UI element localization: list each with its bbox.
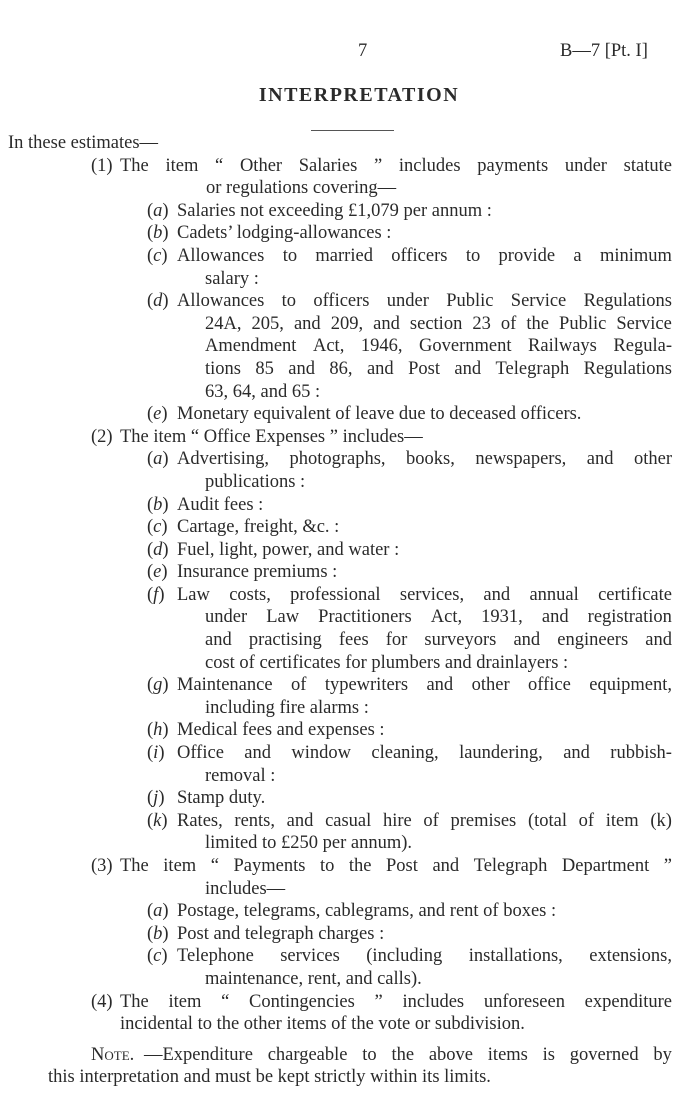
line-text: cost of certificates for plumbers and drainlayers : bbox=[205, 652, 569, 673]
line-text: and practising fees for surveyors and engineers and bbox=[205, 630, 672, 651]
item-marker: (a) bbox=[147, 901, 169, 922]
interpretation-body bbox=[0, 132, 700, 1089]
text-line-s2b bbox=[0, 494, 700, 517]
text-line-s1d2 bbox=[0, 313, 700, 336]
text-line-s3b bbox=[0, 923, 700, 946]
item-marker: (4) bbox=[91, 991, 113, 1012]
line-text: limited to £250 per annum). bbox=[205, 833, 413, 854]
text-line-s2g2 bbox=[0, 697, 700, 720]
note-line-1 bbox=[0, 1044, 700, 1067]
text-line-s1d4 bbox=[0, 358, 700, 381]
item-marker: (c) bbox=[147, 245, 168, 266]
line-text: Law costs, professional services, and annual certificate bbox=[177, 584, 672, 605]
text-line-s1a bbox=[0, 200, 700, 223]
item-marker: (e) bbox=[147, 562, 168, 583]
text-line-s3a bbox=[0, 900, 700, 923]
line-text: The item “ Contingencies ” includes unforeseen expenditure bbox=[120, 991, 672, 1012]
text-line-s3c1 bbox=[0, 945, 700, 968]
line-text: Maintenance of typewriters and other office equipment, bbox=[177, 675, 672, 696]
item-marker: (d) bbox=[147, 539, 169, 560]
line-text: Allowances to married officers to provide a minimum bbox=[177, 245, 672, 266]
text-line-s2k1 bbox=[0, 810, 700, 833]
text-line-s1d1 bbox=[0, 290, 700, 313]
text-line-s2a2 bbox=[0, 471, 700, 494]
line-text: Telephone services (including installations, extensions, bbox=[177, 946, 672, 967]
page-number: 7 bbox=[358, 41, 368, 61]
line-text: 63, 64, and 65 : bbox=[205, 381, 321, 402]
line-text: Office and window cleaning, laundering, and rubbish- bbox=[177, 743, 672, 764]
line-text: removal : bbox=[205, 765, 276, 786]
text-line-s2d bbox=[0, 539, 700, 562]
line-text: under Law Practitioners Act, 1931, and registration bbox=[205, 607, 672, 628]
item-marker: (3) bbox=[91, 856, 113, 876]
line-text: Advertising, photographs, books, newspapers, and other bbox=[177, 449, 672, 470]
text-line-s3 bbox=[0, 855, 700, 878]
text-line-s1c1 bbox=[0, 245, 700, 268]
item-marker: (a) bbox=[147, 200, 169, 221]
line-text: Cartage, freight, &c. : bbox=[177, 517, 340, 538]
text-line-s4c bbox=[0, 1013, 700, 1036]
line-text: salary : bbox=[205, 268, 259, 289]
text-line-s1d3 bbox=[0, 335, 700, 358]
item-marker: (f) bbox=[147, 584, 165, 605]
text-line-s3c bbox=[0, 878, 700, 901]
text-line-s1d5 bbox=[0, 381, 700, 404]
item-marker: (e) bbox=[147, 404, 168, 425]
line-text: publications : bbox=[205, 471, 306, 492]
line-text: The item “ Payments to the Post and Telegraph Department ” bbox=[120, 856, 672, 876]
text-line-s2i2 bbox=[0, 765, 700, 788]
line-text: The item “ Office Expenses ” includes— bbox=[120, 426, 423, 447]
line-text: includes— bbox=[205, 878, 286, 899]
line-text: Monetary equivalent of leave due to deceased officers. bbox=[177, 404, 582, 425]
note-text: —Expenditure chargeable to the above items is governed by bbox=[144, 1044, 672, 1065]
text-line-s2h bbox=[0, 719, 700, 742]
text-line-s2f4 bbox=[0, 652, 700, 675]
line-text: Rates, rents, and casual hire of premises (total of item (k) bbox=[177, 810, 672, 831]
line-text: including fire alarms : bbox=[205, 697, 369, 718]
line-text: Insurance premiums : bbox=[177, 562, 338, 583]
text-line-s2c bbox=[0, 516, 700, 539]
line-text: Fuel, light, power, and water : bbox=[177, 539, 400, 560]
line-text: Postage, telegrams, cablegrams, and rent of boxes : bbox=[177, 901, 557, 922]
item-marker: (i) bbox=[147, 743, 165, 764]
item-marker: (b) bbox=[147, 494, 169, 515]
line-text: maintenance, rent, and calls). bbox=[205, 968, 422, 989]
text-line-s2j bbox=[0, 787, 700, 810]
document-reference: B—7 [Pt. I] bbox=[560, 41, 648, 61]
text-line-s1c bbox=[0, 177, 700, 200]
line-text: Cadets’ lodging-allowances : bbox=[177, 223, 392, 244]
item-marker: (2) bbox=[91, 426, 113, 447]
line-text: Post and telegraph charges : bbox=[177, 923, 385, 944]
text-line-s2i1 bbox=[0, 742, 700, 765]
text-line-s2f3 bbox=[0, 629, 700, 652]
item-marker: (b) bbox=[147, 223, 169, 244]
note-label: Note. bbox=[91, 1044, 135, 1065]
item-marker: (1) bbox=[91, 155, 113, 176]
text-line-s1e bbox=[0, 403, 700, 426]
line-text: incidental to the other items of the vote or subdivision. bbox=[120, 1014, 525, 1035]
text-line-s2 bbox=[0, 426, 700, 449]
line-text: The item “ Other Salaries ” includes payments under statute bbox=[120, 155, 672, 176]
text-line-s1b bbox=[0, 222, 700, 245]
line-text: or regulations covering— bbox=[206, 178, 397, 199]
line-text: 24A, 205, and 209, and section 23 of the Public Service bbox=[205, 313, 672, 334]
item-marker: (j) bbox=[147, 788, 165, 809]
text-line-s1 bbox=[0, 155, 700, 178]
text-line-s2f1 bbox=[0, 584, 700, 607]
text-line-s3c2 bbox=[0, 968, 700, 991]
title-rule bbox=[311, 130, 394, 131]
text-line-s2k2 bbox=[0, 832, 700, 855]
text-line-s4 bbox=[0, 991, 700, 1014]
line-text: Stamp duty. bbox=[177, 788, 266, 809]
note-text-continued: this interpretation and must be kept strictly within its limits. bbox=[48, 1067, 491, 1088]
text-line-intro bbox=[0, 132, 700, 155]
item-marker: (a) bbox=[147, 449, 169, 470]
item-marker: (g) bbox=[147, 675, 169, 696]
line-text: Amendment Act, 1946, Government Railways Regula- bbox=[205, 336, 672, 357]
line-text: Salaries not exceeding £1,079 per annum : bbox=[177, 200, 492, 221]
item-marker: (h) bbox=[147, 720, 169, 741]
note-line-2 bbox=[0, 1066, 700, 1089]
text-line-s1c2 bbox=[0, 268, 700, 291]
line-text: tions 85 and 86, and Post and Telegraph Regulations bbox=[205, 358, 672, 379]
text-line-s2f2 bbox=[0, 606, 700, 629]
text-line-s2e bbox=[0, 561, 700, 584]
item-marker: (c) bbox=[147, 946, 168, 967]
line-text: In these estimates— bbox=[8, 133, 159, 153]
item-marker: (b) bbox=[147, 923, 169, 944]
item-marker: (k) bbox=[147, 810, 168, 831]
text-line-s2g1 bbox=[0, 674, 700, 697]
line-text: Medical fees and expenses : bbox=[177, 720, 385, 741]
line-text: Audit fees : bbox=[177, 494, 264, 515]
item-marker: (d) bbox=[147, 291, 169, 312]
item-marker: (c) bbox=[147, 517, 168, 538]
text-line-s2a1 bbox=[0, 448, 700, 471]
line-text: Allowances to officers under Public Service Regulations bbox=[177, 291, 672, 312]
page-title: INTERPRETATION bbox=[258, 84, 460, 106]
